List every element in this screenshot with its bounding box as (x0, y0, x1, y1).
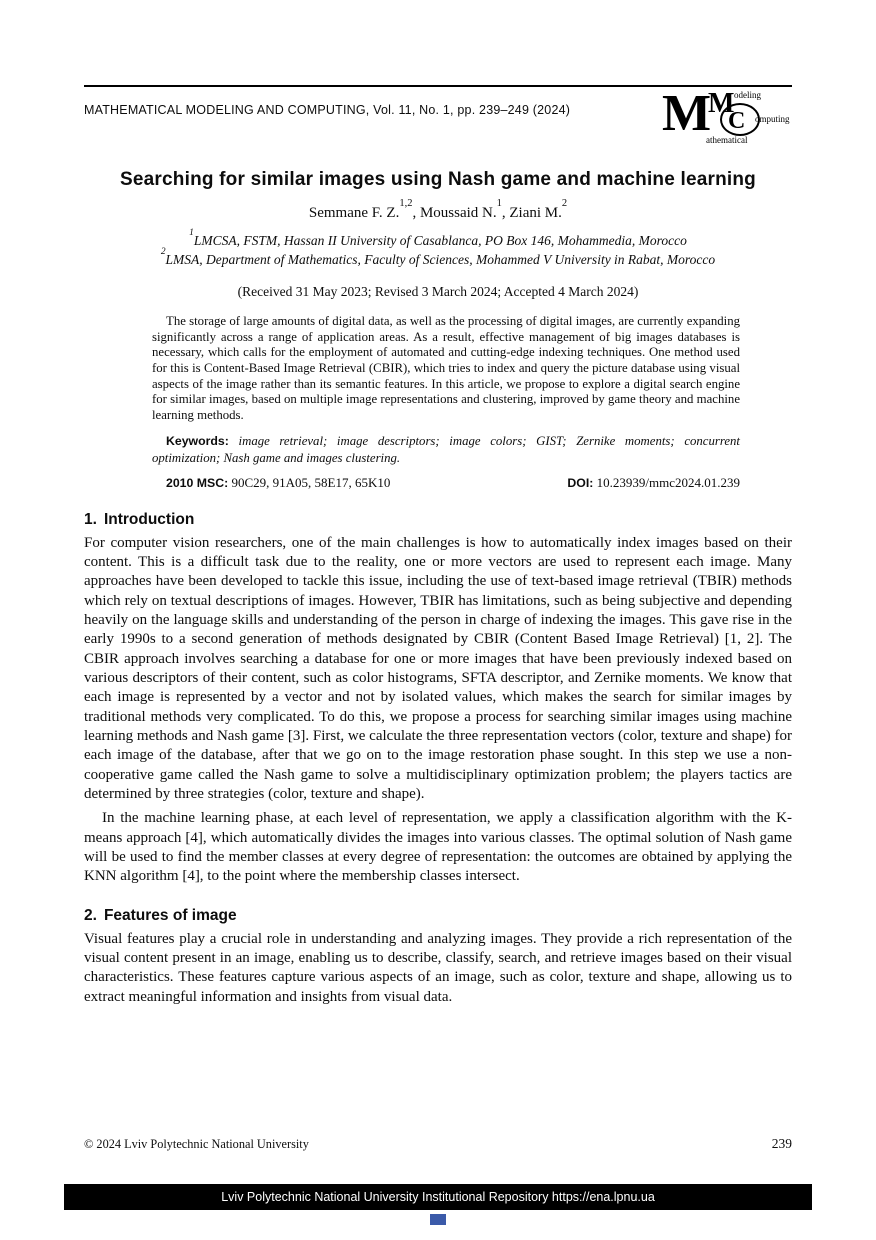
page-header (84, 87, 792, 145)
author-superscript: 1 (496, 198, 502, 210)
repository-bar-text: Lviv Polytechnic National University Institutional Repository https://ena.lpnu.ua (221, 1190, 655, 1204)
author-superscript: 1,2 (399, 198, 413, 210)
doi-group (567, 475, 740, 491)
section-heading-introduction (84, 511, 792, 529)
logo-text-omputing: omputing (755, 114, 790, 124)
author-name: , Moussaid N.$^1$ (412, 198, 502, 221)
affiliation-line-1: $^1$LMCSA, FSTM, Hassan II University of Casablanca, PO Box 146, Mohammedia, Morocco (189, 228, 687, 248)
footer-copyright: © 2024 Lviv Polytechnic National University (84, 1137, 309, 1151)
journal-header-line: MATHEMATICAL MODELING AND COMPUTING, Vol. 11, No. 1, pp. 239–249 (2024) (84, 103, 571, 117)
keywords-label: Keywords: (166, 433, 229, 448)
section-title: Introduction (103, 510, 195, 528)
affiliation-superscript: 1 (189, 228, 194, 239)
paper-title: Searching for similar images using Nash game and machine learning (120, 169, 756, 190)
abstract-block (152, 314, 740, 491)
logo-text-athematical: athematical (706, 135, 748, 145)
msc-value: 90C29, 91A05, 58E17, 65K10 (231, 474, 391, 490)
page-content (84, 0, 792, 1007)
affiliation-superscript: 2 (160, 247, 166, 258)
abstract-text: The storage of large amounts of digital data, as well as the processing of digital images, are currently expanding significantly across a range of application areas. As a result, effective management of big images databases is necessary, which calls for the employment of automated and cutting-edge indexing techniques. One method used for this is Content-Based Image Retrieval (CBIR), which tries to index and query the picture database using visual aspects of the image rather than its semantic features. In this article, we propose to explore a digital search engine for similar images, based on multiple image representations and clustering, improved by game theory and machine learning methods. (152, 313, 740, 423)
author-name: , Ziani M.$^2$ (501, 198, 568, 221)
keywords-line (152, 433, 740, 467)
author-superscript: 2 (561, 198, 568, 210)
section-number: 1. (84, 510, 97, 528)
logo-letter-c-computing: C (728, 108, 746, 134)
journal-logo (662, 85, 792, 146)
doi-value: 10.23939/mmc2024.01.239 (596, 474, 740, 490)
affiliation-line-2: $^2$LMSA, Department of Mathematics, Faculty of Sciences, Mohammed V University in Rabat, Morocco (160, 247, 716, 267)
affiliations-block (84, 228, 792, 270)
authors-line (84, 198, 792, 222)
repository-bar (64, 1184, 812, 1210)
section-paragraph: In the machine learning phase, at each level of representation, we apply a classification algorithm with the K-means approach [4], which automatically divides the images into various classes. The optimal solution of Nash game will be used to find the member classes at every degree of representation: the outcomes are obtained by applying the KNN algorithm [4], to the point where the membership classes intersect. (84, 810, 792, 885)
received-line: (Received 31 May 2023; Revised 3 March 2024; Accepted 4 March 2024) (237, 283, 639, 299)
keywords-text: image retrieval; image descriptors; image colors; GIST; Zernike moments; concurrent optimization; Nash game and images clustering. (152, 433, 740, 465)
section-number: 2. (84, 906, 97, 924)
section-paragraph: Visual features play a crucial role in understanding and analyzing images. They provide a rich representation of the visual content present in an image, enabling us to describe, classify, search, and retrieve images based on their visual characteristics. These features capture various aspects of an image, such as color, texture and shape, allowing us to extract meaningful information and insights from visual data. (84, 930, 792, 1005)
logo-letter-m-mathematical: M (662, 85, 712, 142)
author-name: Semmane F. Z.$^{1,2}$ (308, 198, 413, 221)
section-title: Features of image (103, 906, 237, 924)
page-footer (84, 1136, 792, 1152)
section-paragraph: For computer vision researchers, one of the main challenges is how to automatically index images based on their content. This is a difficult task due to the reality, one or more vectors are used to represent each image. Many approaches have been developed to tackle this issue, including the use of text-based image retrieval (TBIR) methods which rely on textual descriptions of images. However, TBIR has limitations, such as being subjective and depending heavily on the language skills and understanding of the person in charge of indexing the images. This gave rise in the early 1990s to a second generation of methods designated by CBIR (Content Based Image Retrieval) [1, 2]. The CBIR approach involves searching a database for one or more images that have been previously indexed based on various descriptors of their content, such as color histograms, SFTA descriptor, and Zernike moments. We know that each image is represented by a vector and not by isolated values, which makes the search for similar images by traditional methods very complicated. To do this, we propose a process for searching similar images using machine learning methods and Nash game [3]. First, we calculate the three representation vectors (color, texture and shape) for each image of the database, after that we go on to the image restoration phase sought. In this step we use a non-cooperative game called the Nash game to solve a multidisciplinary optimization problem; the players tactics are determined by three strategies (color, texture and shape). (84, 534, 792, 802)
msc-group (152, 475, 390, 491)
msc-label: 2010 MSC: (166, 475, 229, 490)
repository-mark (430, 1214, 446, 1225)
doi-label: DOI: (567, 475, 594, 490)
logo-letter-m-modeling: M (708, 88, 735, 119)
logo-text-odeling: odeling (734, 90, 761, 100)
section-heading-features-of-image (84, 907, 792, 925)
msc-doi-row (152, 475, 740, 491)
footer-page-number: 239 (771, 1136, 792, 1151)
